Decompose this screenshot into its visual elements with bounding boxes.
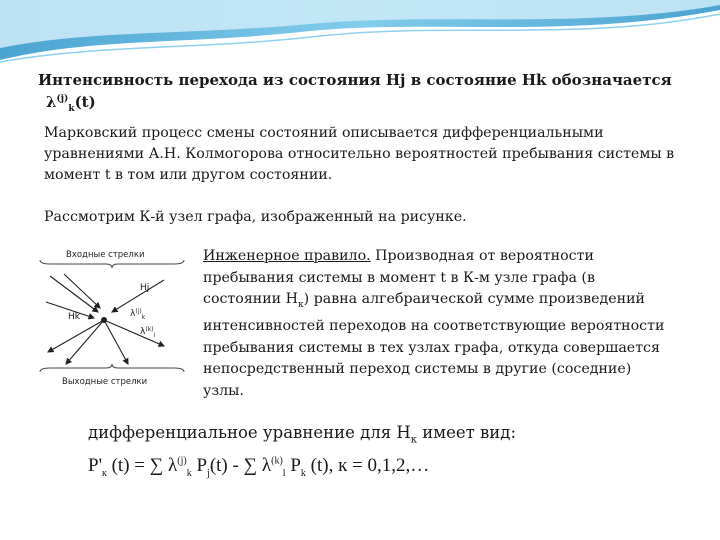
header-wave-decoration (0, 0, 720, 80)
markov-paragraph: Марковский процесс смены состояний описывается дифференциальными уравнениями А.Н. Колмогорова относительно вероятностей пребывания системы в момент t в том или другом состоянии. (44, 125, 675, 183)
lambda-in-label: $\lambda^{(j)}_k$ (130, 308, 146, 321)
lambda-out-label: $\lambda^{(k)}_i$ (140, 326, 156, 339)
kolmogorov-equation: $P'_к$ (t) = ∑ $\lambda^{(j)}_k$ $P_j(t)$ - ∑ $\lambda^{(k)}_l$ $P_k$ (t), к = 0,1,2,… (88, 455, 430, 479)
node-hk-label: Hk (68, 312, 80, 322)
slide-title: Интенсивность перехода из состояния Hj в состояние Hk обозначается (38, 71, 672, 89)
graph-node-figure (36, 240, 188, 392)
node-hj-label: Hj (140, 283, 150, 293)
input-arrows-label: Входные стрелки (66, 250, 145, 260)
output-arrows-label: Выходные стрелки (62, 377, 148, 387)
engineering-rule: Инженерное правило. Производная от вероятности пребывания системы в момент t в К-м узле графа (в состоянии $H_к$) равна алгебраической сумме произведений интенсивностей переходов на соответствующие вероятности пребывания системы в тех узлах графа, откуда совершается непосредственный переход системы в другие (соседние) узлы. (203, 248, 665, 399)
node-paragraph: Рассмотрим К-й узел графа, изображенный на рисунке. (44, 209, 467, 225)
rule-heading: Инженерное правило. (203, 248, 371, 264)
node-hk (101, 317, 107, 323)
lambda-notation: $\lambda^{(j)}_k(t)$ (46, 93, 96, 114)
equation-intro: дифференциальное уравнение для $H_к$ имеет вид: (88, 423, 517, 446)
